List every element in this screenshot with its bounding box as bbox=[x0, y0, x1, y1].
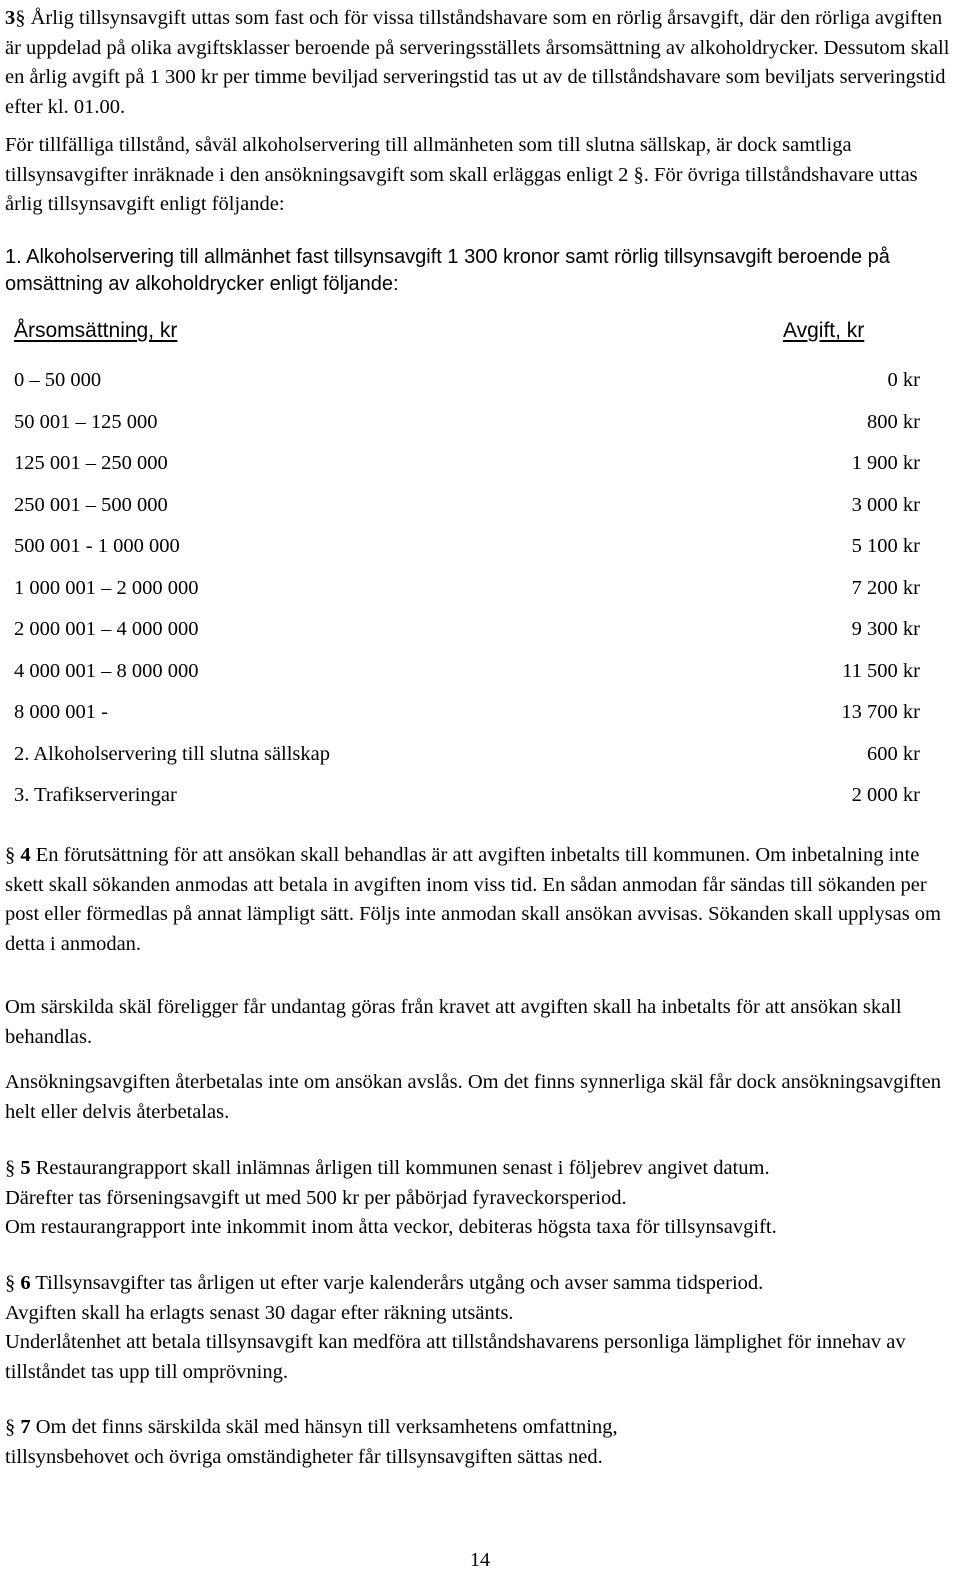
turnover-range: 0 – 50 000 bbox=[14, 369, 102, 391]
section-4-paragraph-2: Om särskilda skäl föreligger får undantag göras från kravet att avgiften skall ha inbetalts för att ansökan skall behandlas. bbox=[5, 996, 902, 1048]
fee-amount: 3 000 kr bbox=[851, 493, 920, 516]
section-symbol: § bbox=[5, 1416, 16, 1438]
service-category: 2. Alkoholservering till slutna sällskap bbox=[14, 742, 331, 765]
section-symbol: § bbox=[5, 844, 16, 866]
section-4-paragraph-3: Ansökningsavgiften återbetalas inte om ansökan avslås. Om det finns synnerliga skäl får dock ansökningsavgiften helt eller delvis återbetalas. bbox=[5, 1071, 941, 1123]
fee-amount: 11 500 kr bbox=[842, 659, 920, 682]
section-number: 3 bbox=[5, 7, 16, 29]
turnover-range: 500 001 - 1 000 000 bbox=[14, 535, 180, 557]
section-symbol: § bbox=[5, 1272, 16, 1294]
section-6-line-1: Tillsynsavgifter tas årligen ut efter varje kalenderårs utgång och avser samma tidsperiod. bbox=[30, 1272, 764, 1294]
fee-amount: 5 100 kr bbox=[851, 535, 920, 557]
turnover-range: 125 001 – 250 000 bbox=[14, 452, 168, 474]
table-row bbox=[14, 657, 920, 699]
section-symbol: § bbox=[5, 1157, 16, 1179]
turnover-range: 4 000 001 – 8 000 000 bbox=[14, 659, 199, 682]
section-number: 5 bbox=[20, 1157, 31, 1179]
section-3-text: Årlig tillsynsavgift uttas som fast och för vissa tillståndshavare som en rörlig årsavgift, där den rörliga avgiften är uppdelad på olika avgiftsklasser beroende på serveringsställets årsomsättning av alkoholdrycker. Dessutom skall en årlig avgift på 1 300 kr per timme beviljad serveringstid tas ut av de tillståndshavare som beviljats serveringstid efter kl. 01.00. bbox=[5, 7, 950, 118]
section-symbol: § bbox=[15, 7, 26, 29]
turnover-range: 2 000 001 – 4 000 000 bbox=[14, 618, 199, 640]
section-3-paragraph-2 bbox=[5, 131, 955, 220]
section-6-paragraph bbox=[5, 1269, 955, 1387]
section-4-text: En förutsättning för att ansökan skall behandlas är att avgiften inbetalts till kommunen. Om inbetalning inte skett skall sökanden anmodas att betala in avgiften inom viss tid. En sådan anmodan får sändas till sökanden per post eller förmedlas på annat lämpligt sätt. Följs inte anmodan skall ansökan avvisas. Sökanden skall upplysas om detta i anmodan. bbox=[5, 844, 942, 955]
turnover-range: 8 000 001 - bbox=[14, 701, 108, 723]
table-row bbox=[14, 781, 920, 823]
item-1-text: 1. Alkoholservering till allmänhet fast tillsynsavgift 1 300 kronor samt rörlig tillsynsavgift beroende på omsättning av alkoholdrycker enligt följande: bbox=[5, 246, 890, 295]
table-row bbox=[14, 740, 920, 782]
column-header-turnover: Årsomsättning, kr bbox=[14, 319, 178, 342]
section-7-line-2: tillsynsbehovet och övriga omständigheter får tillsynsavgiften sättas ned. bbox=[5, 1445, 603, 1468]
para2-text-a: För tillfälliga tillstånd, såväl alkoholservering till allmänheten som till slutna sällskap, är dock samtliga tillsynsavgifter inräknade i den ansökningsavgift som skall erläggas enligt 2 bbox=[5, 134, 852, 186]
fee-amount: 1 900 kr bbox=[851, 452, 920, 474]
section-6-line-3: Underlåtenhet att betala tillsynsavgift kan medföra att tillståndshavarens personliga lämplighet för innehav av tillståndet tas upp till omprövning. bbox=[5, 1331, 906, 1383]
table-row bbox=[14, 491, 920, 533]
section-number: 7 bbox=[20, 1416, 31, 1438]
table-row bbox=[14, 615, 920, 657]
section-5-line-3: Om restaurangrapport inte inkommit inom åtta veckor, debiteras högsta taxa för tillsynsavgift. bbox=[5, 1216, 777, 1238]
section-3-paragraph bbox=[5, 4, 955, 122]
section-number: 4 bbox=[20, 844, 31, 866]
service-category: 3. Trafikserveringar bbox=[14, 784, 177, 806]
table-row bbox=[14, 574, 920, 616]
section-5-line-2: Därefter tas förseningsavgift ut med 500 kr per påbörjad fyraveckorsperiod. bbox=[5, 1186, 627, 1209]
fee-amount: 13 700 kr bbox=[841, 701, 920, 723]
fee-amount: 9 300 kr bbox=[851, 618, 920, 640]
section-7-line-1: Om det finns särskilda skäl med hänsyn till verksamhetens omfattning, bbox=[30, 1416, 618, 1438]
fee-amount: 7 200 kr bbox=[851, 576, 920, 599]
fee-amount: 600 kr bbox=[867, 742, 920, 765]
section-5-line-1: Restaurangrapport skall inlämnas årligen till kommunen senast i följebrev angivet datum. bbox=[30, 1157, 770, 1179]
table-row bbox=[14, 449, 920, 491]
section-4-paragraph bbox=[5, 841, 955, 959]
section-number: 6 bbox=[20, 1272, 31, 1294]
table-row bbox=[14, 408, 920, 450]
section-6-line-2: Avgiften skall ha erlagts senast 30 dagar efter räkning utsänts. bbox=[5, 1301, 514, 1324]
table-row bbox=[14, 532, 920, 574]
section-5-paragraph bbox=[5, 1154, 955, 1243]
page-number: 14 bbox=[470, 1549, 490, 1571]
para2-text-b: . För övriga tillståndshavare uttas årlig tillsynsavgift enligt följande: bbox=[5, 163, 918, 215]
turnover-range: 50 001 – 125 000 bbox=[14, 410, 158, 433]
turnover-range: 1 000 001 – 2 000 000 bbox=[14, 576, 199, 599]
turnover-range: 250 001 – 500 000 bbox=[14, 493, 168, 516]
fee-amount: 2 000 kr bbox=[851, 784, 920, 806]
section-7-paragraph bbox=[5, 1413, 955, 1472]
section-symbol: § bbox=[633, 163, 644, 186]
column-header-fee: Avgift, kr bbox=[783, 319, 865, 342]
fee-amount: 800 kr bbox=[867, 410, 920, 433]
fee-table bbox=[14, 366, 920, 823]
fee-amount: 0 kr bbox=[887, 369, 920, 391]
table-row bbox=[14, 366, 920, 408]
table-row bbox=[14, 698, 920, 740]
